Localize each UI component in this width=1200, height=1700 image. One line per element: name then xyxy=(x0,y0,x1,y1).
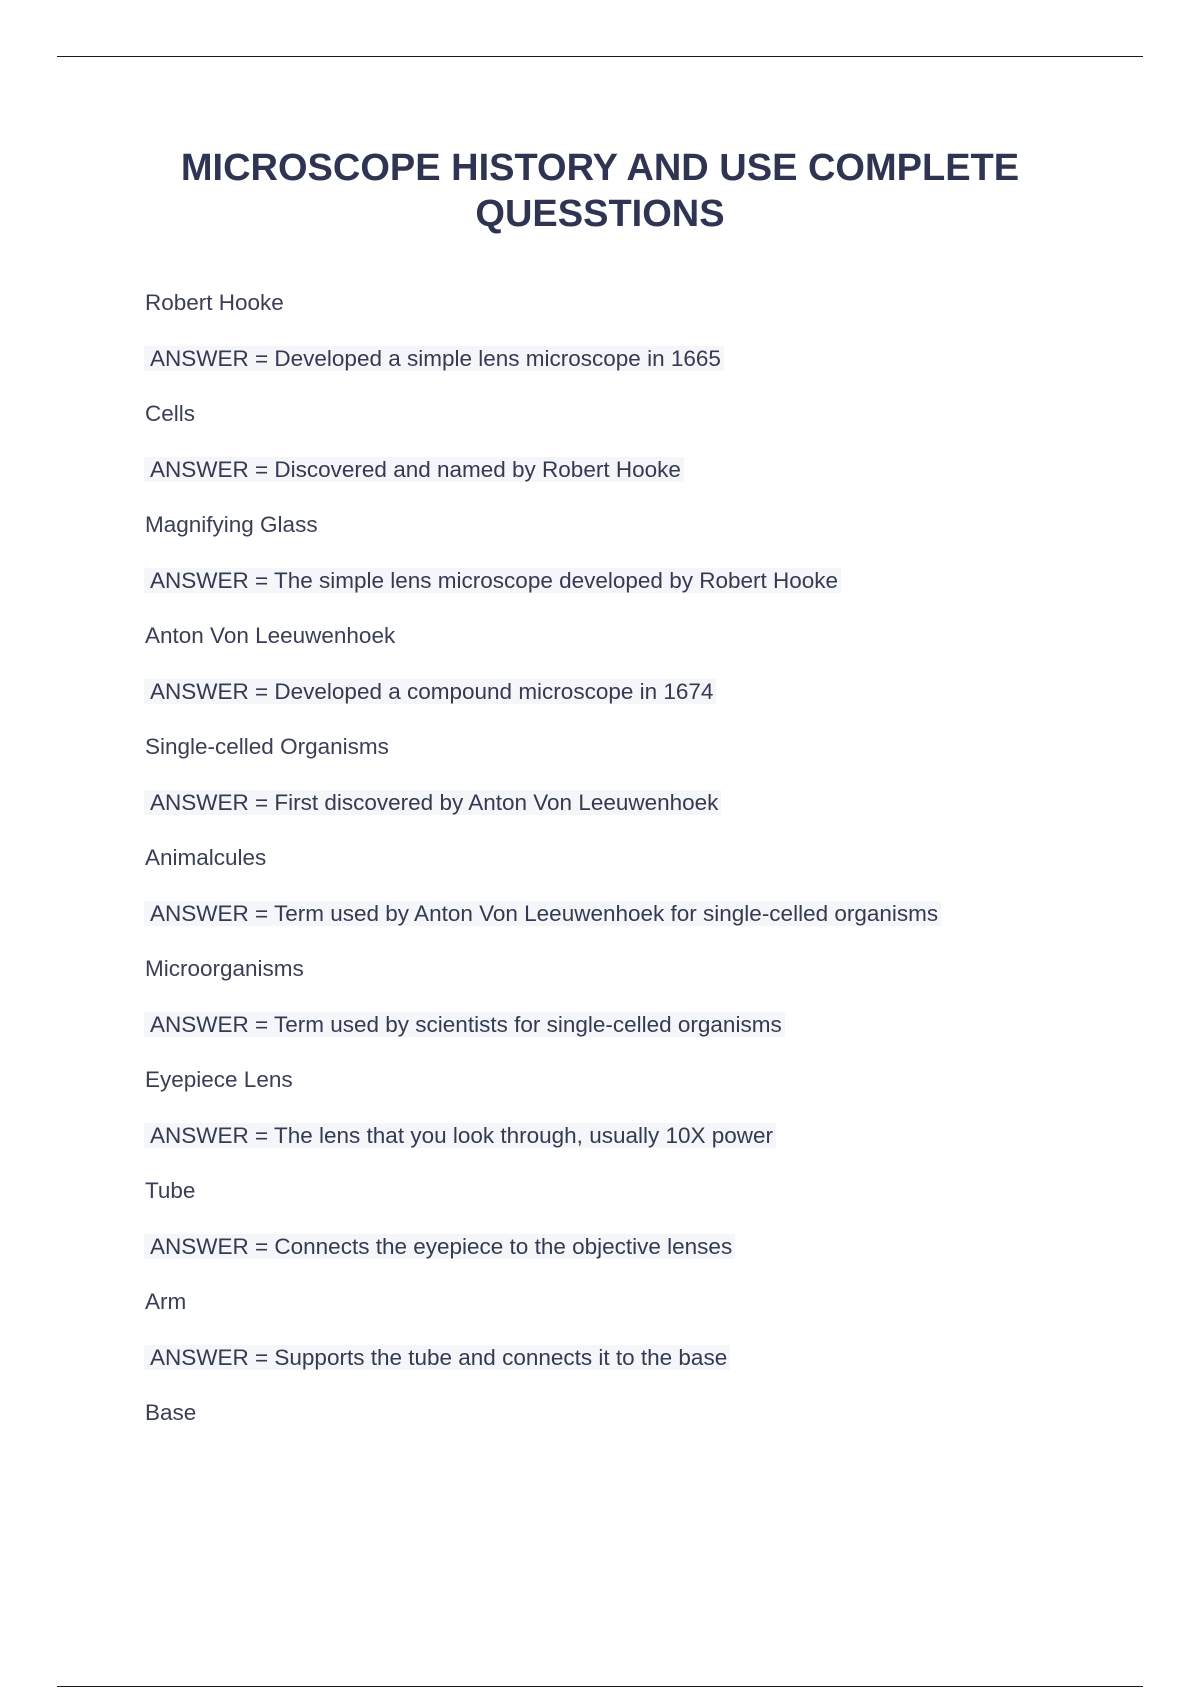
answer-text: ANSWER = The lens that you look through, usually 10X power xyxy=(144,1123,776,1148)
answer-item xyxy=(145,677,1105,733)
question-item xyxy=(145,954,1105,1010)
question-item xyxy=(145,843,1105,899)
answer-text: ANSWER = Discovered and named by Robert Hooke xyxy=(144,457,684,482)
answer-item xyxy=(145,1232,1105,1288)
question-text: Animalcules xyxy=(145,845,267,870)
question-text: Single-celled Organisms xyxy=(145,734,389,759)
question-text: Arm xyxy=(145,1289,187,1314)
answer-item xyxy=(145,455,1105,511)
answer-item xyxy=(145,1010,1105,1066)
answer-item xyxy=(145,344,1105,400)
answer-text: ANSWER = The simple lens microscope developed by Robert Hooke xyxy=(144,568,841,593)
answer-text: ANSWER = Supports the tube and connects it to the base xyxy=(144,1345,730,1370)
question-item xyxy=(145,1176,1105,1232)
answer-item xyxy=(145,1343,1105,1399)
question-text: Magnifying Glass xyxy=(145,512,318,537)
answer-text: ANSWER = Developed a simple lens microscope in 1665 xyxy=(144,346,724,371)
answer-text: ANSWER = Developed a compound microscope in 1674 xyxy=(144,679,716,704)
title-line-1: MICROSCOPE HISTORY AND USE COMPLETE xyxy=(180,147,1020,189)
title-line-2: QUESSTIONS xyxy=(475,193,725,235)
answer-text: ANSWER = Connects the eyepiece to the objective lenses xyxy=(144,1234,735,1259)
question-text: Microorganisms xyxy=(145,956,304,981)
question-text: Tube xyxy=(145,1178,196,1203)
answer-item xyxy=(145,899,1105,955)
answer-text: ANSWER = First discovered by Anton Von Leeuwenhoek xyxy=(144,790,721,815)
question-item xyxy=(145,288,1105,344)
top-rule xyxy=(57,56,1143,57)
qa-list xyxy=(145,288,1105,1454)
bottom-rule xyxy=(57,1686,1143,1687)
answer-item xyxy=(145,788,1105,844)
question-item xyxy=(145,1287,1105,1343)
question-item xyxy=(145,732,1105,788)
question-item xyxy=(145,1398,1105,1454)
document-title xyxy=(100,145,1100,237)
question-item xyxy=(145,621,1105,677)
question-text: Base xyxy=(145,1400,197,1425)
question-item xyxy=(145,1065,1105,1121)
answer-text: ANSWER = Term used by Anton Von Leeuwenhoek for single-celled organisms xyxy=(144,901,941,926)
question-text: Robert Hooke xyxy=(145,290,284,315)
question-item xyxy=(145,510,1105,566)
question-item xyxy=(145,399,1105,455)
answer-item xyxy=(145,1121,1105,1177)
question-text: Cells xyxy=(145,401,196,426)
answer-item xyxy=(145,566,1105,622)
question-text: Anton Von Leeuwenhoek xyxy=(145,623,396,648)
question-text: Eyepiece Lens xyxy=(145,1067,293,1092)
answer-text: ANSWER = Term used by scientists for single-celled organisms xyxy=(144,1012,785,1037)
